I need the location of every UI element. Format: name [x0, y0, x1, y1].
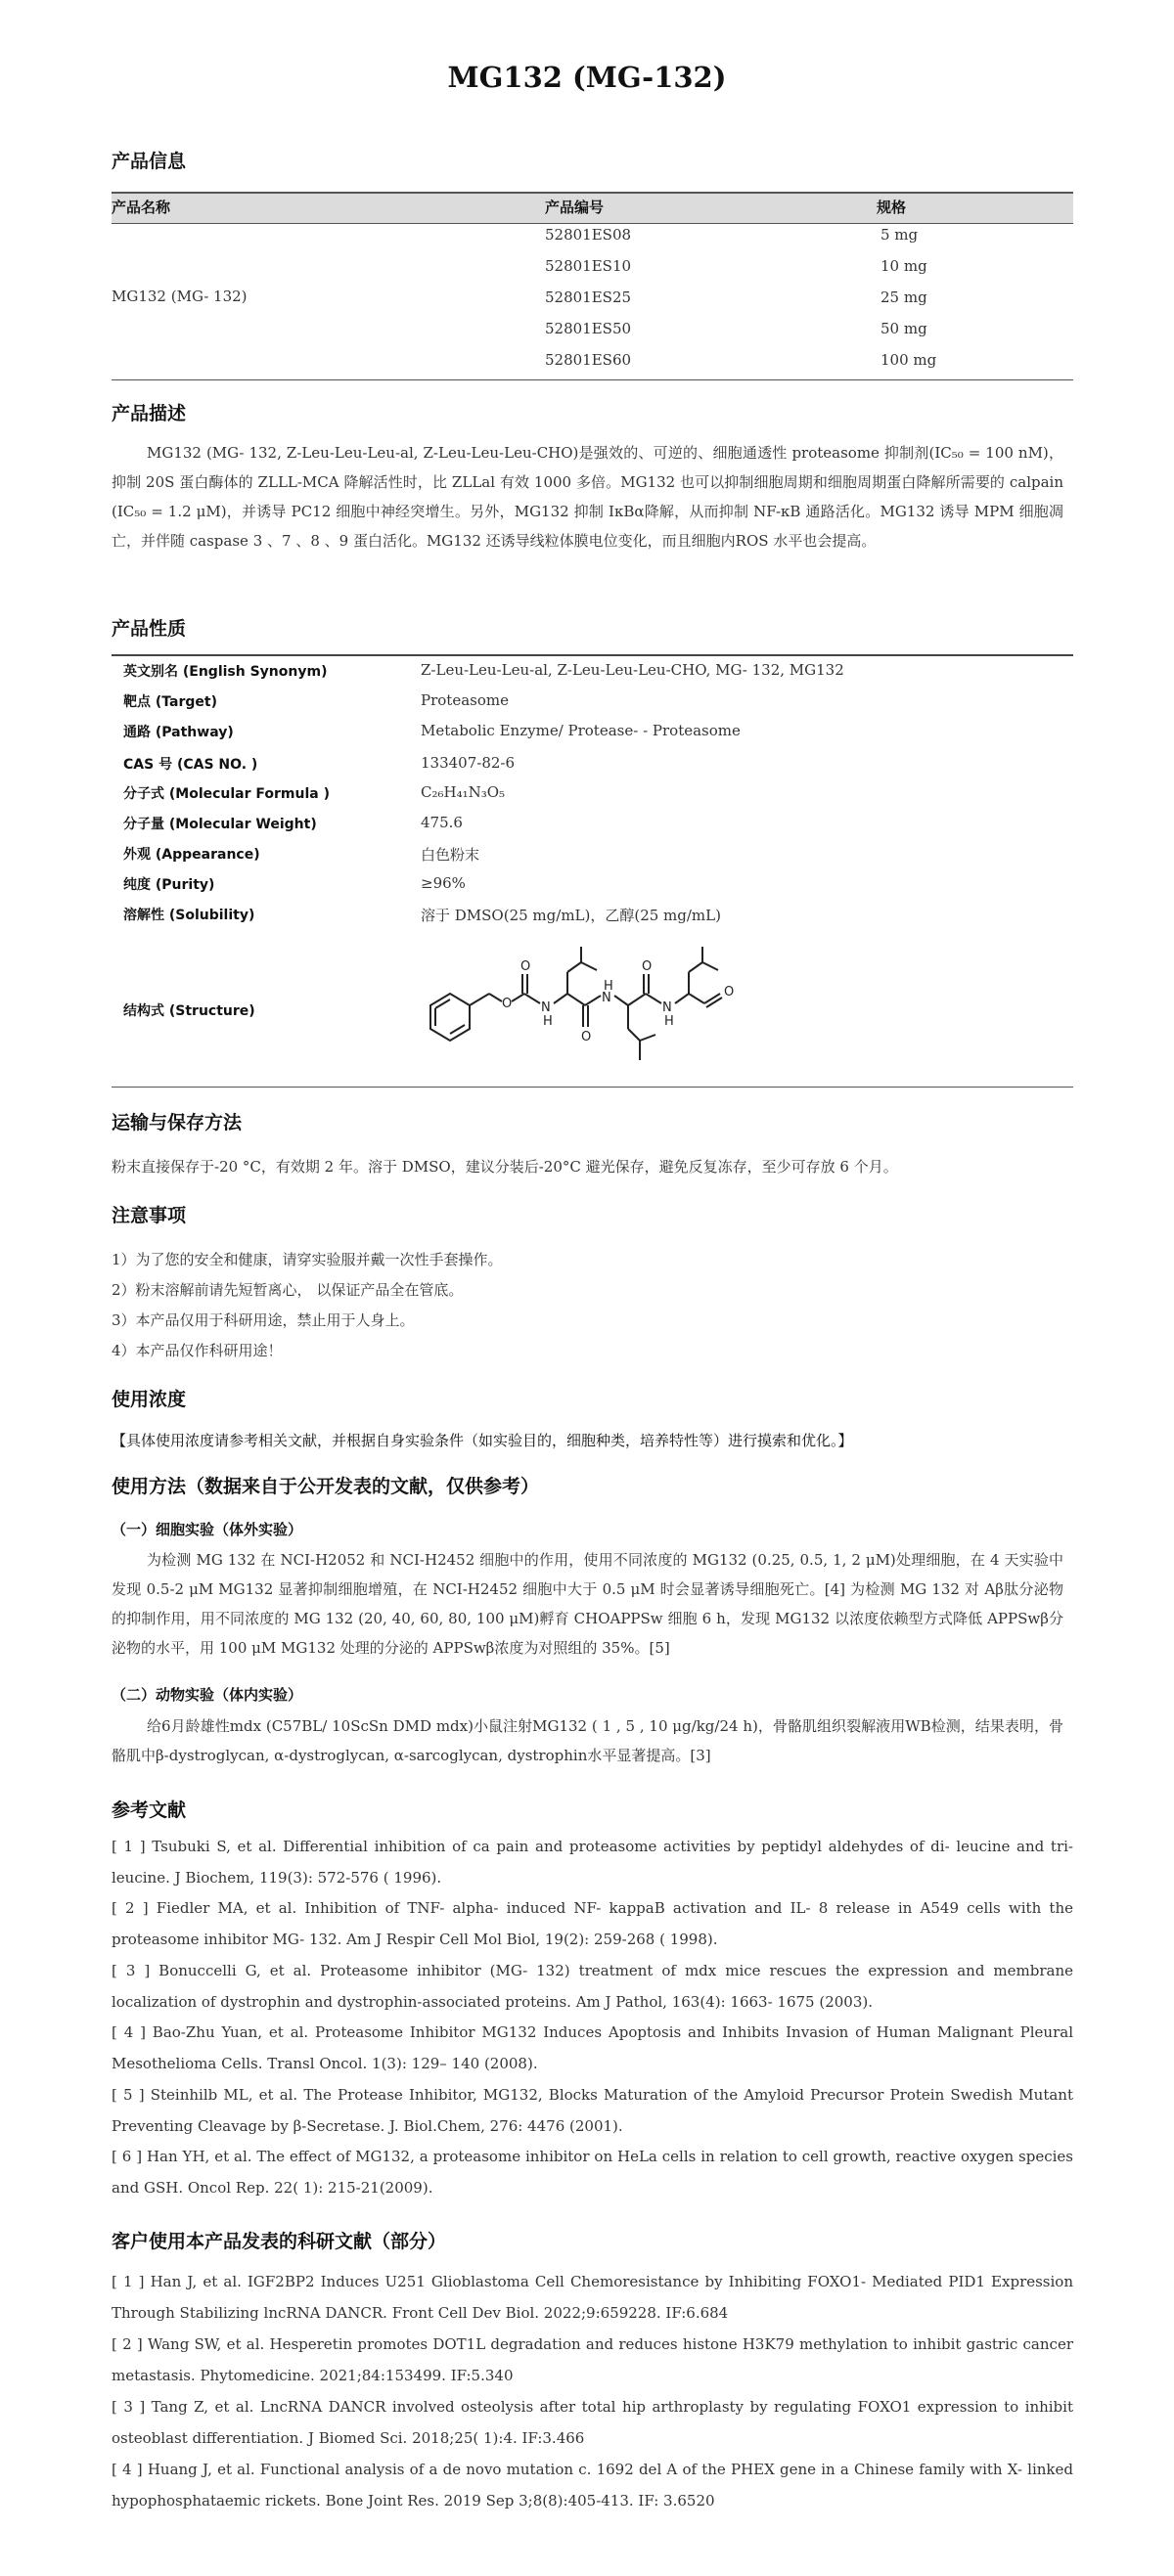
storage-text: 粉末直接保存于-20 °C，有效期 2 年。溶于 DMSO，建议分装后-20°C 避光保存，避免反复冻存，至少可存放 6 个月。: [112, 1158, 898, 1176]
note-item: 4）本产品仅作科研用途！: [112, 1342, 283, 1359]
table-row-spec: 5 mg: [880, 226, 919, 244]
property-value: Z-Leu-Leu-Leu-al, Z-Leu-Leu-Leu-CHO, MG- 132, MG132: [421, 661, 844, 679]
reference-item: [ 3 ] Bonuccelli G, et al. Proteasome inhibitor (MG- 132) treatment of mdx mice rescues the expression and membrane localization of dystrophin and dystrophin-associated proteins. Am J Pathol, 163(4): 1663- 1675 (2003).: [112, 1962, 1073, 2011]
col-header-code: 产品编号: [545, 199, 605, 216]
reference-item: [ 5 ] Steinhilb ML, et al. The Protease Inhibitor, MG132, Blocks Maturation of the Amyloid Precursor Protein Swedish Mutant Preventing Cleavage by β-Secretase. J. Biol.Chem, 276: 4476 (2001).: [112, 2086, 1073, 2135]
structure-atom-h: H: [543, 1014, 553, 1029]
table-row-code: 52801ES10: [545, 257, 632, 275]
reference-item: [ 6 ] Han YH, et al. The effect of MG132, a proteasome inhibitor on HeLa cells in relation to cell growth, reactive oxygen species and GSH. Oncol Rep. 22( 1): 215-21(2009).: [112, 2148, 1073, 2197]
table-row-code: 52801ES08: [545, 226, 632, 244]
table-bottom-rule: [112, 379, 1073, 380]
properties-bottom-rule: [112, 1087, 1073, 1088]
customer-pubs-heading: 客户使用本产品发表的科研文献（部分）: [112, 2231, 447, 2252]
structure-atom-o: O: [642, 959, 653, 974]
note-item: 2）粉末溶解前请先短暂离心， 以保证产品全在管底。: [112, 1281, 464, 1299]
storage-heading: 运输与保存方法: [112, 1112, 243, 1133]
publication-item: [ 1 ] Han J, et al. IGF2BP2 Induces U251 Glioblastoma Cell Chemoresistance by Inhibiting FOXO1- Mediated PID1 Expression Through Stabilizing lncRNA DANCR. Front Cell Dev Biol. 2022;9:659228. IF:6.684: [112, 2273, 1073, 2322]
structure-atom-h: H: [604, 979, 613, 994]
description-heading: 产品描述: [112, 403, 187, 424]
properties-heading: 产品性质: [112, 618, 187, 640]
notes-heading: 注意事项: [112, 1205, 187, 1226]
table-row-spec: 25 mg: [880, 289, 927, 306]
publication-item: [ 3 ] Tang Z, et al. LncRNA DANCR involved osteolysis after total hip arthroplasty by regulating FOXO1 expression to inhibit osteoblast differentiation. J Biomed Sci. 2018;25( 1):4. IF:3.466: [112, 2398, 1073, 2447]
structure-diagram: [411, 947, 783, 1084]
references-heading: 参考文献: [112, 1799, 187, 1821]
table-row-code: 52801ES60: [545, 351, 632, 369]
property-label: 外观 (Appearance): [123, 847, 260, 863]
product-info-heading: 产品信息: [112, 151, 187, 172]
usage-heading: 使用方法（数据来自于公开发表的文献，仅供参考）: [112, 1476, 540, 1497]
reference-item: [ 4 ] Bao-Zhu Yuan, et al. Proteasome Inhibitor MG132 Induces Apoptosis and Inhibits Invasion of Human Malignant Pleural Mesothelioma Cells. Transl Oncol. 1(3): 129– 140 (2008).: [112, 2023, 1073, 2072]
animal-experiment-heading: （二）动物实验（体内实验）: [112, 1686, 303, 1704]
structure-atom-h: H: [664, 1014, 674, 1029]
properties-top-rule: [112, 654, 1073, 656]
structure-atom-n: N: [602, 991, 611, 1005]
property-label: CAS 号 (CAS NO. ): [123, 757, 258, 773]
property-value: 溶于 DMSO(25 mg/mL)，乙醇(25 mg/mL): [421, 907, 721, 924]
col-header-spec: 规格: [877, 199, 907, 216]
concentration-text: 【具体使用浓度请参考相关文献，并根据自身实验条件（如实验目的，细胞种类，培养特性等）进行摸索和优化。】: [112, 1432, 853, 1449]
concentration-heading: 使用浓度: [112, 1389, 187, 1410]
property-label: 溶解性 (Solubility): [123, 908, 255, 923]
page-title: MG132 (MG-132): [447, 61, 727, 94]
property-label: 英文别名 (English Synonym): [123, 664, 328, 680]
structure-atom-o: O: [520, 959, 531, 974]
table-row-spec: 50 mg: [880, 320, 927, 337]
reference-item: [ 2 ] Fiedler MA, et al. Inhibition of TNF- alpha- induced NF- kappaB activation and IL- 8 release in A549 cells with the proteasome inhibitor MG- 132. Am J Respir Cell Mol Biol, 19(2): 259-268 ( 1998).: [112, 1899, 1073, 1948]
animal-experiment-text: 给6月龄雄性mdx (C57BL/ 10ScSn DMD mdx)小鼠注射MG132 ( 1 , 5 , 10 μg/kg/24 h)，骨骼肌组织裂解液用WB检测，结果表明，骨骼肌中β-dystroglycan, α-dystroglycan, α-sarcoglycan, dystrophin水平显著提高。[3]: [112, 1717, 1063, 1764]
publication-item: [ 2 ] Wang SW, et al. Hesperetin promotes DOT1L degradation and reduces histone H3K79 methylation to inhibit gastric cancer metastasis. Phytomedicine. 2021;84:153499. IF:5.340: [112, 2335, 1073, 2384]
property-label: 靶点 (Target): [123, 694, 217, 710]
property-label: 分子式 (Molecular Formula ): [123, 786, 330, 802]
structure-atom-o: O: [502, 997, 513, 1011]
structure-atom-n: N: [662, 1000, 672, 1015]
property-value: C₂₆H₄₁N₃O₅: [421, 783, 506, 801]
property-value: Metabolic Enzyme/ Protease- - Proteasome: [421, 722, 741, 739]
property-label: 纯度 (Purity): [123, 877, 215, 893]
structure-label: 结构式 (Structure): [123, 1003, 255, 1019]
cell-experiment-text: 为检测 MG 132 在 NCI-H2052 和 NCI-H2452 细胞中的作用，使用不同浓度的 MG132 (0.25, 0.5, 1, 2 μM)处理细胞，在 4 天实验中发现 0.5-2 μM MG132 显著抑制细胞增殖，在 NCI-H2452 细胞中大于 0.5 μM 时会显著诱导细胞死亡。[4] 为检测 MG 132 对 Aβ肽分泌物的抑制作用，用不同浓度的 MG 132 (20, 40, 60, 80, 100 μM)孵育 CHOAPPSw 细胞 6 h，发现 MG132 以浓度依赖型方式降低 APPSwβ分泌物的水平，用 100 μM MG132 处理的分泌的 APPSwβ浓度为对照组的 35%。[5]: [112, 1551, 1063, 1657]
cell-experiment-heading: （一）细胞实验（体外实验）: [112, 1521, 303, 1538]
structure-atom-o: O: [581, 1030, 592, 1044]
property-value: 475.6: [421, 814, 463, 831]
structure-atom-o: O: [724, 985, 735, 999]
property-value: 133407-82-6: [421, 754, 516, 772]
property-value: Proteasome: [421, 691, 509, 709]
table-row-spec: 100 mg: [880, 351, 937, 369]
reference-item: [ 1 ] Tsubuki S, et al. Differential inhibition of ca pain and proteasome activities by peptidyl aldehydes of di- leucine and tri- leucine. J Biochem, 119(3): 572-576 ( 1996).: [112, 1838, 1073, 1887]
note-item: 3）本产品仅用于科研用途，禁止用于人身上。: [112, 1311, 415, 1329]
property-label: 分子量 (Molecular Weight): [123, 817, 317, 832]
note-item: 1）为了您的安全和健康，请穿实验服并戴一次性手套操作。: [112, 1251, 503, 1268]
table-row-spec: 10 mg: [880, 257, 927, 275]
property-label: 通路 (Pathway): [123, 725, 234, 740]
product-name-cell: MG132 (MG- 132): [112, 288, 248, 305]
property-value: ≥96%: [421, 874, 466, 892]
property-value: 白色粉末: [421, 846, 480, 864]
table-row-code: 52801ES25: [545, 289, 632, 306]
publication-item: [ 4 ] Huang J, et al. Functional analysis of a de novo mutation c. 1692 del A of the PHEX gene in a Chinese family with X- linked hypophosphataemic rickets. Bone Joint Res. 2019 Sep 3;8(8):405-413. IF: 3.6520: [112, 2461, 1073, 2509]
col-header-name: 产品名称: [112, 199, 171, 216]
structure-atom-n: N: [541, 1000, 551, 1015]
description-text: MG132 (MG- 132, Z-Leu-Leu-Leu-al, Z-Leu-Leu-Leu-CHO)是强效的、可逆的、细胞通透性 proteasome 抑制剂(IC₅₀ = 100 nM)，抑制 20S 蛋白酶体的 ZLLL-MCA 降解活性时，比 ZLLal 有效 1000 多倍。MG132 也可以抑制细胞周期和细胞周期蛋白降解所需要的 calpain (IC₅₀ = 1.2 μM)，并诱导 PC12 细胞中神经突增生。另外，MG132 抑制 IκBα降解，从而抑制 NF-κB 通路活化。MG132 诱导 MPM 细胞凋亡，并伴随 caspase 3 、7 、8 、9 蛋白活化。MG132 还诱导线粒体膜电位变化，而且细胞内ROS 水平也会提高。: [112, 444, 1063, 550]
table-row-code: 52801ES50: [545, 320, 632, 337]
